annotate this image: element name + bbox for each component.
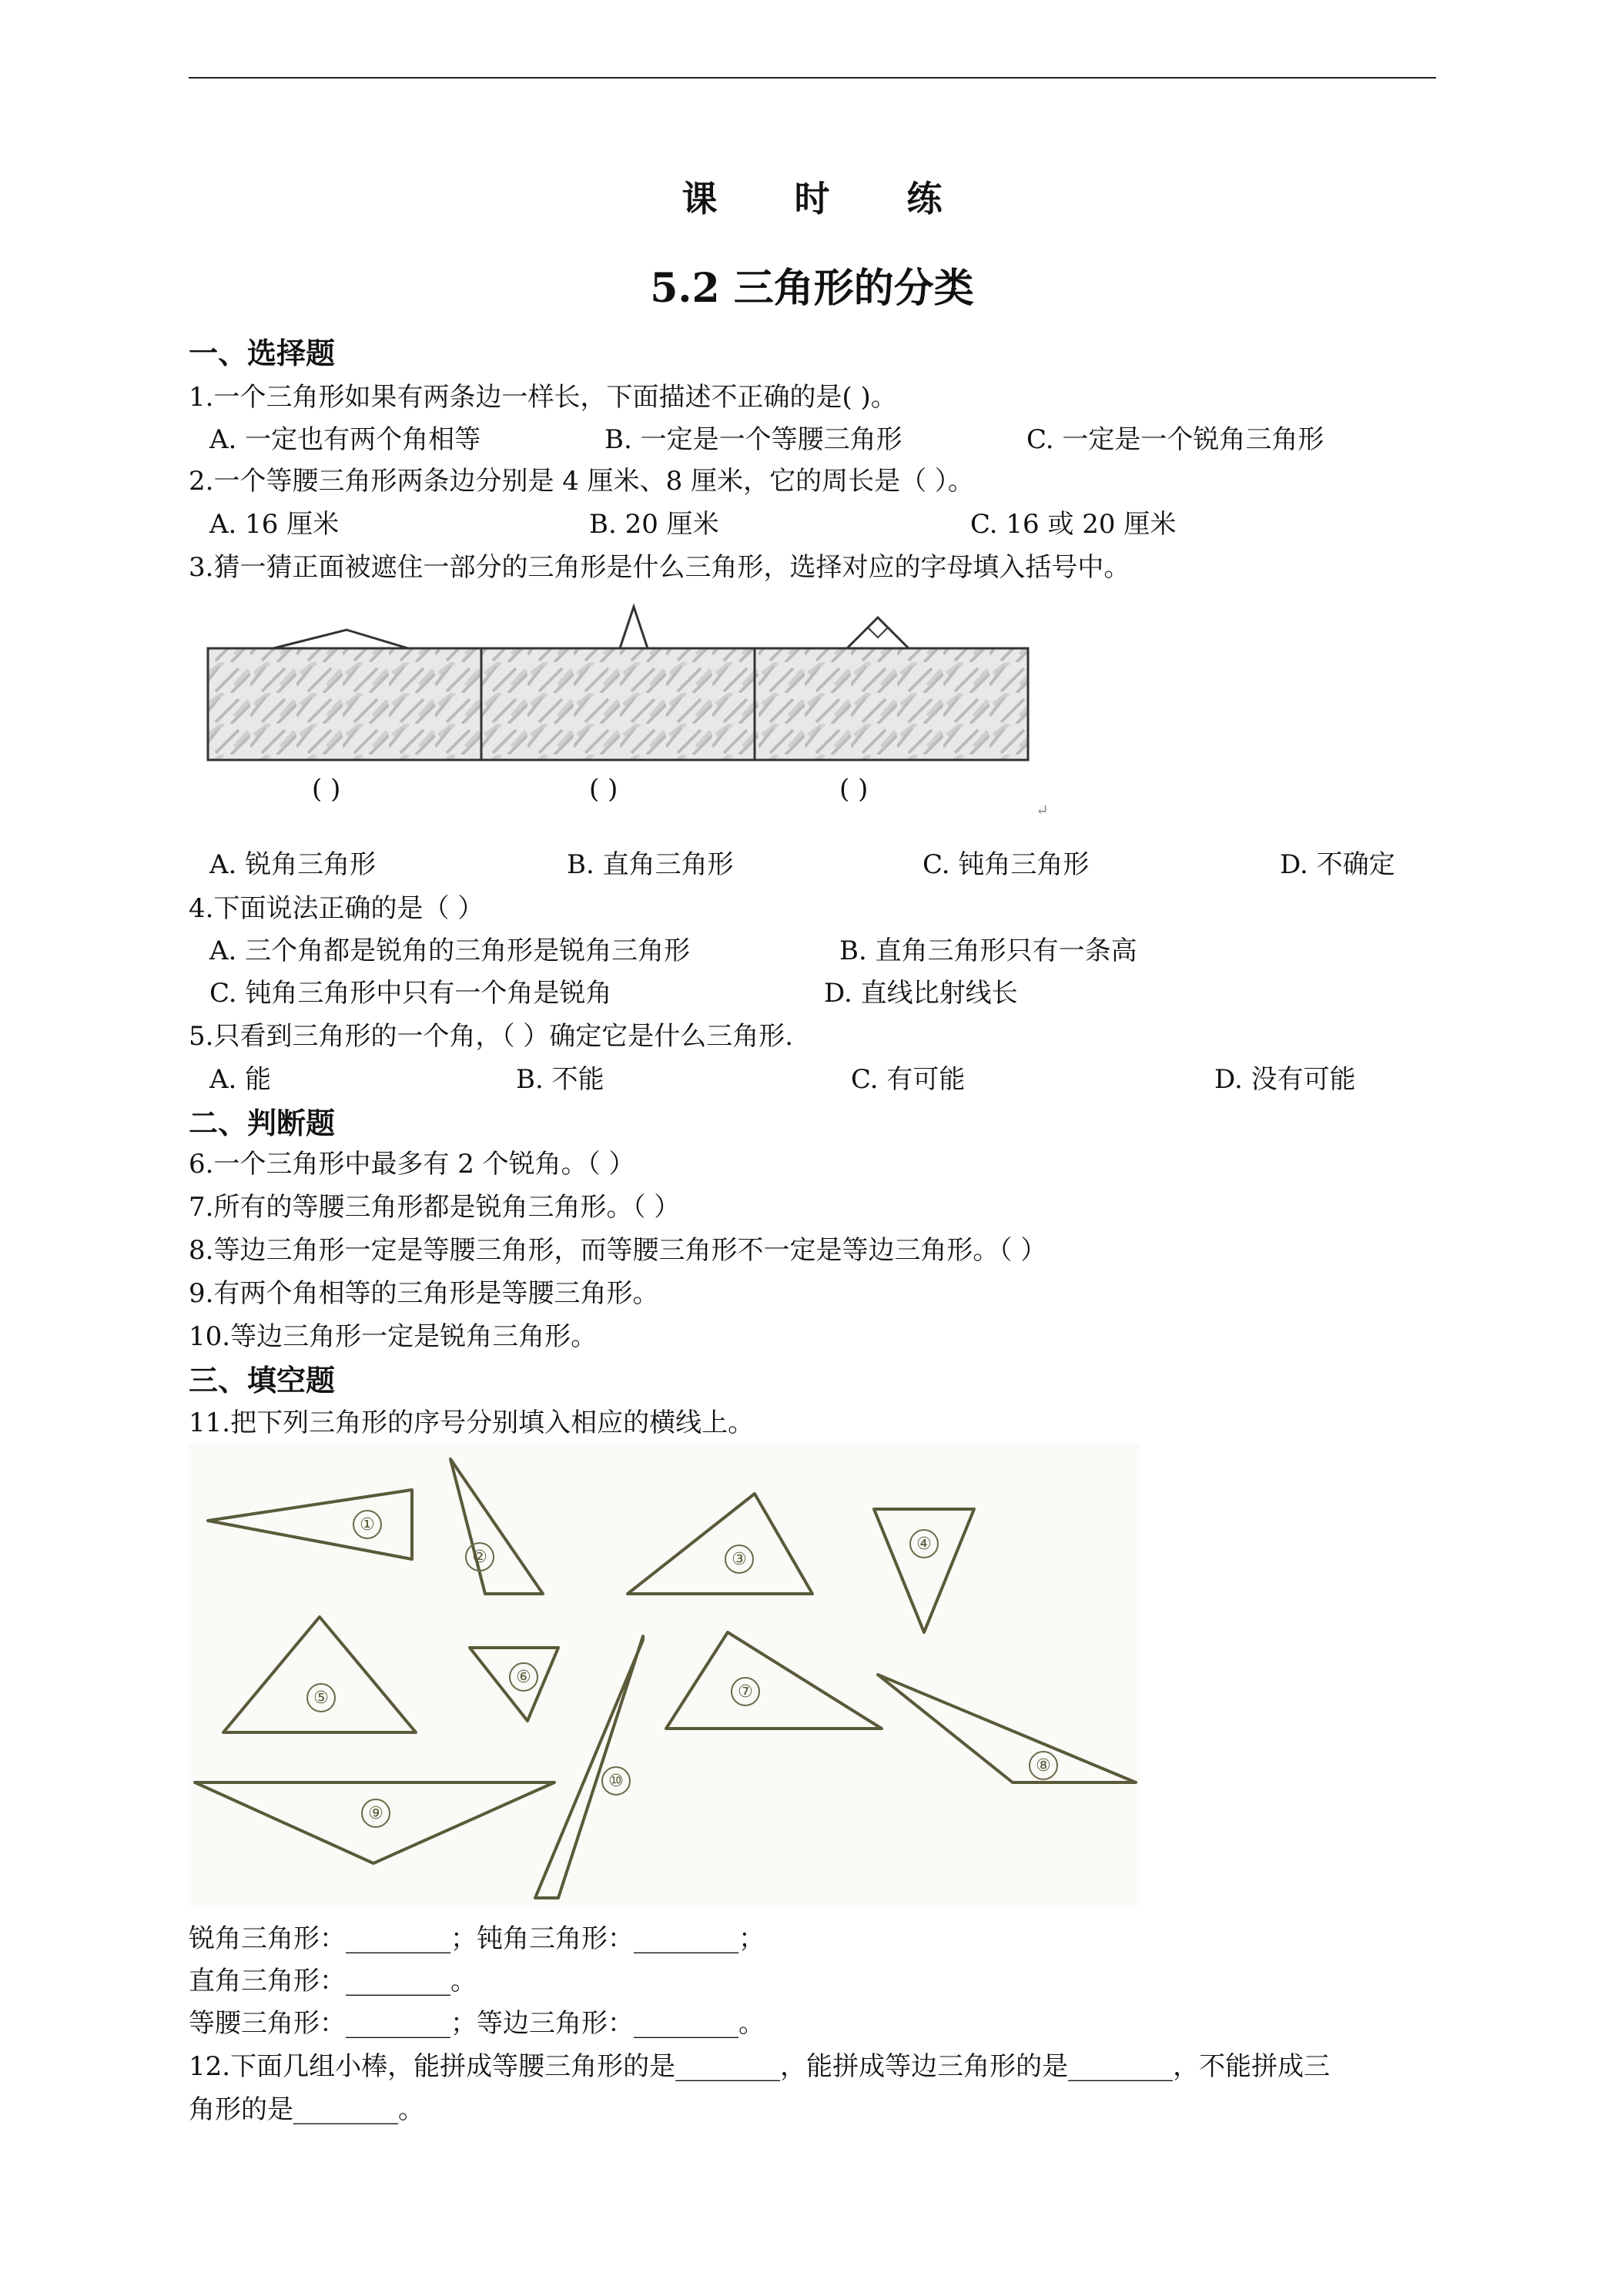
- section-heading-fill: 三、填空题: [189, 1363, 336, 1397]
- triangle-label-4: ④: [916, 1535, 932, 1554]
- page-subtitle: 5.2 三角形的分类: [650, 265, 974, 312]
- q11-fill-line-1: 锐角三角形：________；钝角三角形：________；: [189, 1923, 765, 1954]
- question-12-line-2: 角形的是________。: [189, 2094, 424, 2125]
- q3-option-b: B. 直角三角形: [567, 849, 734, 880]
- triangle-label-6: ⑥: [516, 1668, 531, 1687]
- q2-option-c: C. 16 或 20 厘米: [970, 509, 1177, 540]
- obtuse-triangle-top: [273, 630, 408, 648]
- q2-option-b: B. 20 厘米: [589, 509, 719, 540]
- q4-option-a: A. 三个角都是锐角的三角形是锐角三角形: [209, 935, 691, 966]
- question-5: 5.只看到三角形的一个角，（ ）确定它是什么三角形.: [189, 1021, 794, 1052]
- q1-option-b: B. 一定是一个等腰三角形: [604, 424, 902, 455]
- question-1: 1.一个三角形如果有两条边一样长，下面描述不正确的是( )。: [189, 382, 897, 413]
- q3-option-c: C. 钝角三角形: [922, 849, 1090, 880]
- triangle-label-10: ⑩: [608, 1772, 624, 1791]
- right-triangle-top: [847, 618, 909, 648]
- triangle-label-8: ⑧: [1036, 1756, 1051, 1776]
- acute-triangle-top: [620, 607, 648, 648]
- section-heading-judge: 二、判断题: [189, 1106, 336, 1140]
- section-heading-choice: 一、选择题: [189, 336, 336, 370]
- question-12-line-1: 12.下面几组小棒，能拼成等腰三角形的是________，能拼成等边三角形的是________，不能拼成三: [189, 2051, 1331, 2082]
- q4-option-c: C. 钝角三角形中只有一个角是锐角: [209, 978, 612, 1009]
- q4-option-b: B. 直角三角形只有一条高: [839, 935, 1137, 966]
- q5-option-a: A. 能: [209, 1064, 272, 1095]
- question-2: 2.一个等腰三角形两条边分别是 4 厘米、8 厘米，它的周长是（ ）。: [189, 466, 974, 497]
- question-7: 7.所有的等腰三角形都是锐角三角形。（ ）: [189, 1192, 681, 1223]
- triangle-label-9: ⑨: [368, 1804, 383, 1823]
- header-rule: [189, 77, 1436, 79]
- triangles-figure: [189, 1444, 1140, 1906]
- triangle-label-2: ②: [472, 1548, 487, 1567]
- q3-option-a: A. 锐角三角形: [209, 849, 377, 880]
- q3-paren-2: ( ): [589, 774, 618, 805]
- q3-paren-1: ( ): [312, 774, 341, 805]
- question-6: 6.一个三角形中最多有 2 个锐角。（ ）: [189, 1149, 635, 1180]
- question-10: 10.等边三角形一定是锐角三角形。: [189, 1321, 598, 1352]
- cover-board-1: [208, 648, 481, 760]
- q3-option-d: D. 不确定: [1280, 849, 1395, 880]
- cover-board-3: [755, 648, 1028, 760]
- cover-board-2: [481, 648, 755, 760]
- q3-paren-3: ( ): [839, 774, 869, 805]
- q2-option-a: A. 16 厘米: [209, 509, 340, 540]
- triangle-label-5: ⑤: [313, 1689, 329, 1708]
- return-mark-icon: ↵: [1036, 801, 1049, 819]
- q5-option-b: B. 不能: [516, 1064, 604, 1095]
- triangle-label-3: ③: [732, 1550, 747, 1569]
- q5-option-d: D. 没有可能: [1214, 1064, 1356, 1095]
- q11-fill-line-3: 等腰三角形：________；等边三角形：________。: [189, 2008, 765, 2039]
- q4-option-d: D. 直线比射线长: [824, 978, 1018, 1009]
- q5-option-c: C. 有可能: [851, 1064, 966, 1095]
- page-title: 课 时 练: [681, 178, 975, 219]
- q1-option-c: C. 一定是一个锐角三角形: [1026, 424, 1324, 455]
- question-9: 9.有两个角相等的三角形是等腰三角形。: [189, 1278, 659, 1309]
- q1-option-a: A. 一定也有两个角相等: [209, 424, 481, 455]
- triangle-label-7: ⑦: [738, 1682, 753, 1702]
- triangle-label-1: ①: [360, 1515, 375, 1535]
- figure-background: [189, 1444, 1140, 1906]
- question-11: 11.把下列三角形的序号分别填入相应的横线上。: [189, 1407, 755, 1438]
- question-3: 3.猜一猜正面被遮住一部分的三角形是什么三角形，选择对应的字母填入括号中。: [189, 552, 1130, 583]
- q11-fill-line-2: 直角三角形：________。: [189, 1966, 477, 1996]
- question-4: 4.下面说法正确的是（ ）: [189, 893, 484, 924]
- right-angle-mark: [868, 628, 888, 638]
- question-8: 8.等边三角形一定是等腰三角形，而等腰三角形不一定是等边三角形。（ ）: [189, 1235, 1047, 1266]
